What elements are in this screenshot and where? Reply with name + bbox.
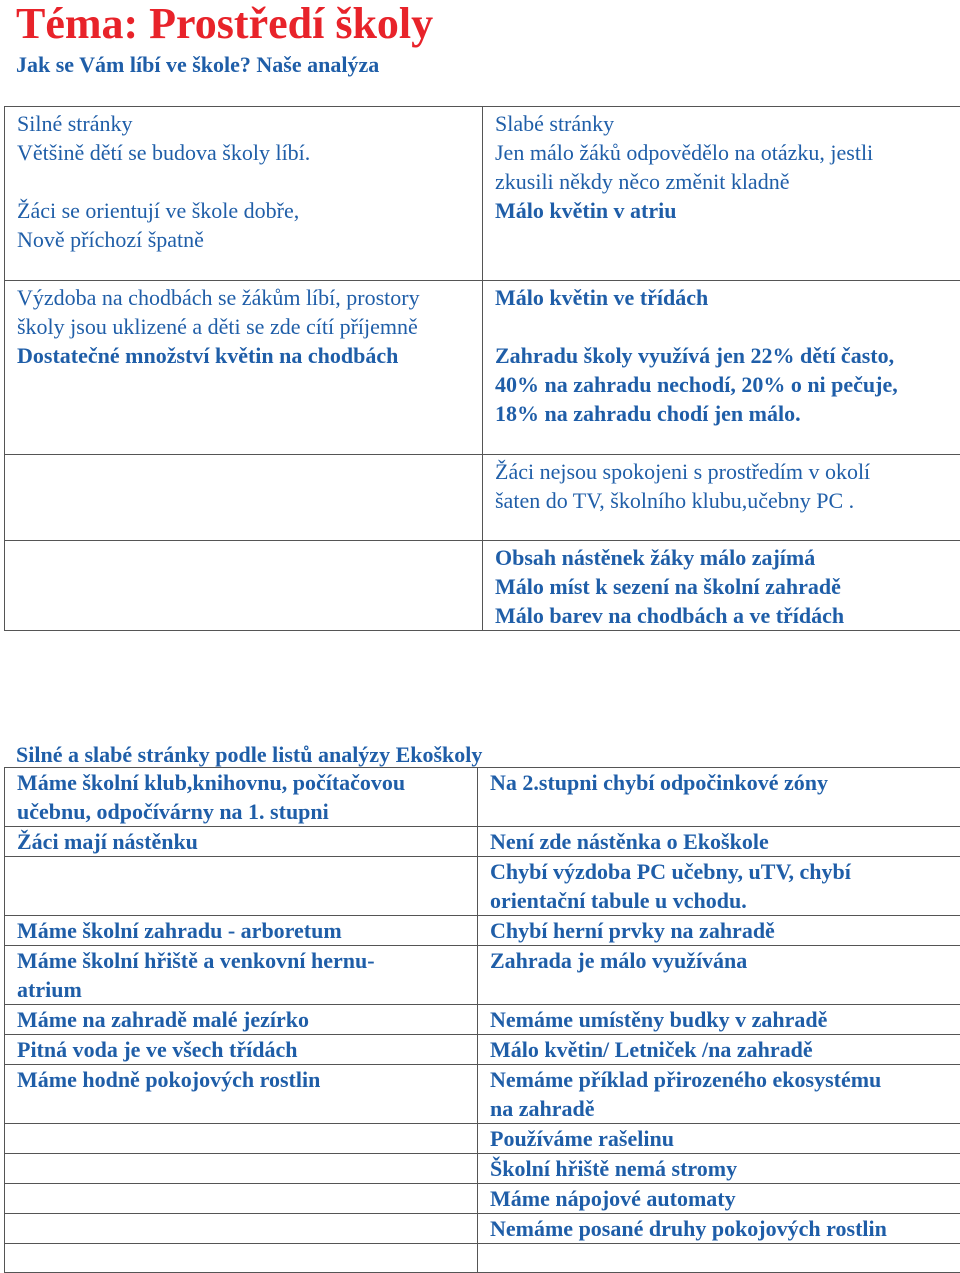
strength-cell (5, 1214, 478, 1244)
weakness-cell (478, 1065, 960, 1124)
weakness-cell (483, 107, 960, 281)
cell-line: Obsah nástěnek žáky málo zajímá (495, 543, 960, 572)
strength-cell (5, 1005, 478, 1035)
cell-line: Zahrada je málo využívána (490, 946, 960, 975)
ekoskola-table-body (5, 768, 960, 1273)
weakness-cell (478, 1035, 960, 1065)
cell-line: Zahradu školy využívá jen 22% dětí často, (495, 341, 960, 370)
swot-row (5, 455, 960, 541)
ekoskola-row (5, 1244, 960, 1273)
ekoskola-row (5, 1184, 960, 1214)
swot-table (4, 106, 960, 631)
cell-line: Většině dětí se budova školy líbí. (17, 138, 482, 167)
weakness-cell (483, 455, 960, 541)
ekoskola-row (5, 768, 960, 827)
cell-line: zkusili někdy něco změnit kladně (495, 167, 960, 196)
ekoskola-row (5, 1035, 960, 1065)
cell-line: Nemáme příklad přirozeného ekosystému (490, 1065, 960, 1094)
cell-line: Používáme rašelinu (490, 1124, 960, 1153)
cell-line: Chybí herní prvky na zahradě (490, 916, 960, 945)
cell-line: Jen málo žáků odpovědělo na otázku, jestli (495, 138, 960, 167)
strength-cell (5, 455, 483, 541)
weakness-cell (478, 1244, 960, 1273)
cell-line: Slabé stránky (495, 109, 960, 138)
weakness-cell (478, 827, 960, 857)
strength-cell (5, 281, 483, 455)
swot-table-body (5, 107, 960, 631)
ekoskola-title: Silné a slabé stránky podle listů analýzy Ekoškoly (16, 740, 482, 769)
weakness-cell (478, 1184, 960, 1214)
page-title: Téma: Prostředí školy (16, 0, 433, 48)
cell-line: Máme hodně pokojových rostlin (17, 1065, 477, 1094)
ekoskola-row (5, 1154, 960, 1184)
weakness-cell (478, 1214, 960, 1244)
cell-line: Žáci se orientují ve škole dobře, (17, 196, 482, 225)
swot-row (5, 107, 960, 281)
cell-line: Výzdoba na chodbách se žákům líbí, prostory (17, 283, 482, 312)
weakness-cell (478, 1124, 960, 1154)
strength-cell (5, 916, 478, 946)
ekoskola-row (5, 916, 960, 946)
strength-cell (5, 827, 478, 857)
weakness-cell (478, 857, 960, 916)
cell-line: Žáci mají nástěnku (17, 827, 477, 856)
weakness-cell (478, 916, 960, 946)
ekoskola-row (5, 1124, 960, 1154)
ekoskola-row (5, 1065, 960, 1124)
cell-line: atrium (17, 975, 477, 1004)
strength-cell (5, 541, 483, 631)
ekoskola-row (5, 946, 960, 1005)
ekoskola-row (5, 1005, 960, 1035)
strength-cell (5, 1244, 478, 1273)
cell-line: Silné stránky (17, 109, 482, 138)
cell-line: Máme na zahradě malé jezírko (17, 1005, 477, 1034)
cell-line: Máme nápojové automaty (490, 1184, 960, 1213)
cell-line: Chybí výzdoba PC učebny, uTV, chybí (490, 857, 960, 886)
weakness-cell (483, 281, 960, 455)
cell-line: orientační tabule u vchodu. (490, 886, 960, 915)
weakness-cell (478, 946, 960, 1005)
cell-line: na zahradě (490, 1094, 960, 1123)
cell-line: šaten do TV, školního klubu,učebny PC . (495, 486, 960, 515)
weakness-cell (478, 1154, 960, 1184)
cell-line: Málo květin v atriu (495, 196, 960, 225)
strength-cell (5, 1065, 478, 1124)
ekoskola-row (5, 857, 960, 916)
cell-line (17, 167, 482, 196)
ekoskola-row (5, 1214, 960, 1244)
cell-line (495, 312, 960, 341)
cell-line: Málo míst k sezení na školní zahradě (495, 572, 960, 601)
cell-line: Nově příchozí špatně (17, 225, 482, 254)
cell-line: 18% na zahradu chodí jen málo. (495, 399, 960, 428)
weakness-cell (483, 541, 960, 631)
weakness-cell (478, 1005, 960, 1035)
cell-line: školy jsou uklizené a děti se zde cítí příjemně (17, 312, 482, 341)
cell-line: Málo květin/ Letniček /na zahradě (490, 1035, 960, 1064)
cell-line: 40% na zahradu nechodí, 20% o ni pečuje, (495, 370, 960, 399)
cell-line: Školní hřiště nemá stromy (490, 1154, 960, 1183)
ekoskola-table (4, 767, 960, 1273)
cell-line: Není zde nástěnka o Ekoškole (490, 827, 960, 856)
cell-line: Pitná voda je ve všech třídách (17, 1035, 477, 1064)
strength-cell (5, 946, 478, 1005)
cell-line: učebnu, odpočívárny na 1. stupni (17, 797, 477, 826)
cell-line: Málo barev na chodbách a ve třídách (495, 601, 960, 630)
cell-line: Máme školní zahradu - arboretum (17, 916, 477, 945)
strength-cell (5, 857, 478, 916)
cell-line: Máme školní hřiště a venkovní hernu- (17, 946, 477, 975)
cell-line: Žáci nejsou spokojeni s prostředím v okolí (495, 457, 960, 486)
swot-row (5, 281, 960, 455)
cell-line: Málo květin ve třídách (495, 283, 960, 312)
ekoskola-row (5, 827, 960, 857)
cell-line: Máme školní klub,knihovnu, počítačovou (17, 768, 477, 797)
strength-cell (5, 768, 478, 827)
strength-cell (5, 1184, 478, 1214)
strength-cell (5, 107, 483, 281)
page-subtitle: Jak se Vám líbí ve škole? Naše analýza (16, 52, 379, 78)
cell-line: Dostatečné množství květin na chodbách (17, 341, 482, 370)
cell-line: Nemáme posané druhy pokojových rostlin (490, 1214, 960, 1243)
strength-cell (5, 1154, 478, 1184)
strength-cell (5, 1035, 478, 1065)
swot-row (5, 541, 960, 631)
strength-cell (5, 1124, 478, 1154)
weakness-cell (478, 768, 960, 827)
cell-line: Nemáme umístěny budky v zahradě (490, 1005, 960, 1034)
cell-line: Na 2.stupni chybí odpočinkové zóny (490, 768, 960, 797)
